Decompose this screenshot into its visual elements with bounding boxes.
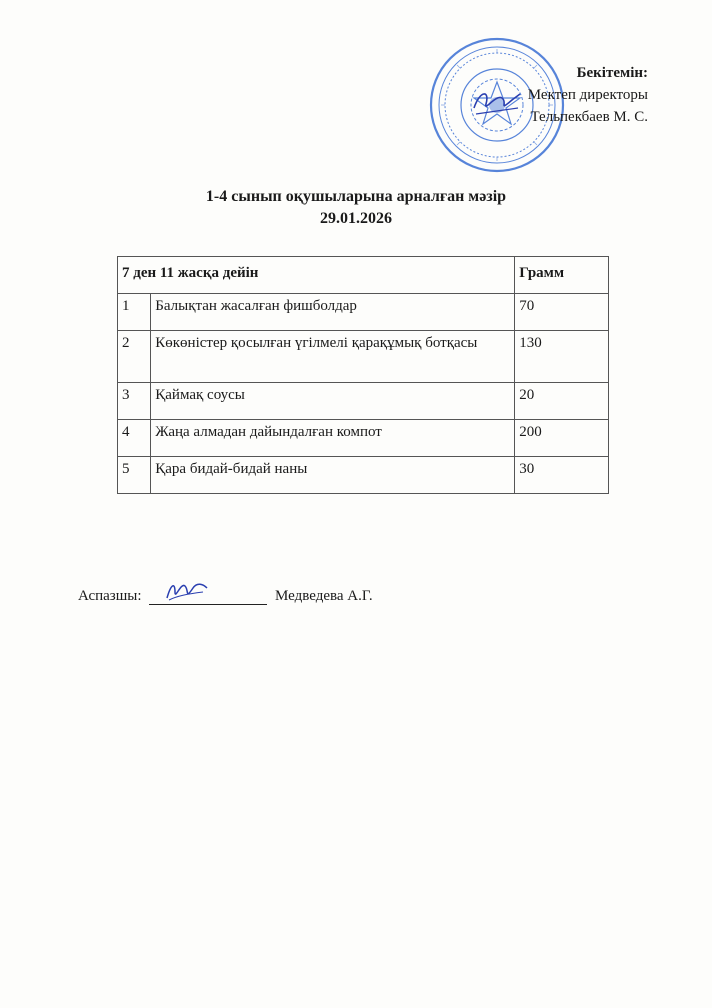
approval-block: [528, 62, 648, 128]
cook-label: Аспазшы:: [78, 588, 142, 604]
table-row: [118, 294, 609, 331]
dish-grams: 30: [515, 457, 609, 494]
dish-name: Жаңа алмадан дайындалған компот: [151, 420, 515, 457]
dish-grams: 20: [515, 383, 609, 420]
table-row: [118, 457, 609, 494]
dish-grams: 200: [515, 420, 609, 457]
director-signature: [468, 86, 528, 120]
row-number: 4: [118, 420, 151, 457]
signature-underline: [149, 588, 267, 605]
table-row: [118, 331, 609, 383]
cook-signature: [163, 578, 211, 604]
cook-name: Медведева А.Г.: [275, 588, 373, 604]
dish-grams: 130: [515, 331, 609, 383]
table-row: [118, 420, 609, 457]
document-date: 29.01.2026: [320, 210, 392, 227]
page-title: 1-4 сынып оқушыларына арналған мәзір: [205, 188, 507, 205]
approval-name: Тельпекбаев М. С.: [530, 109, 648, 125]
document-title-block: [0, 186, 712, 230]
approval-heading: Бекітемін:: [576, 65, 648, 81]
dish-name: Балықтан жасалған фишболдар: [151, 294, 515, 331]
dish-name: Қаймақ соусы: [151, 383, 515, 420]
table-row: [118, 383, 609, 420]
row-number: 5: [118, 457, 151, 494]
cook-signature-line: [78, 588, 373, 605]
dish-name: Көкөністер қосылған үгілмелі қарақұмық ботқасы: [151, 331, 515, 383]
row-number: 2: [118, 331, 151, 383]
approval-position: Мектеп директоры: [527, 87, 648, 103]
row-number: 1: [118, 294, 151, 331]
row-number: 3: [118, 383, 151, 420]
menu-table: [117, 256, 609, 494]
dish-name: Қара бидай-бидай наны: [151, 457, 515, 494]
column-header-age: 7 ден 11 жасқа дейін: [118, 257, 515, 294]
column-header-gram: Грамм: [515, 257, 609, 294]
dish-grams: 70: [515, 294, 609, 331]
table-header-row: [118, 257, 609, 294]
